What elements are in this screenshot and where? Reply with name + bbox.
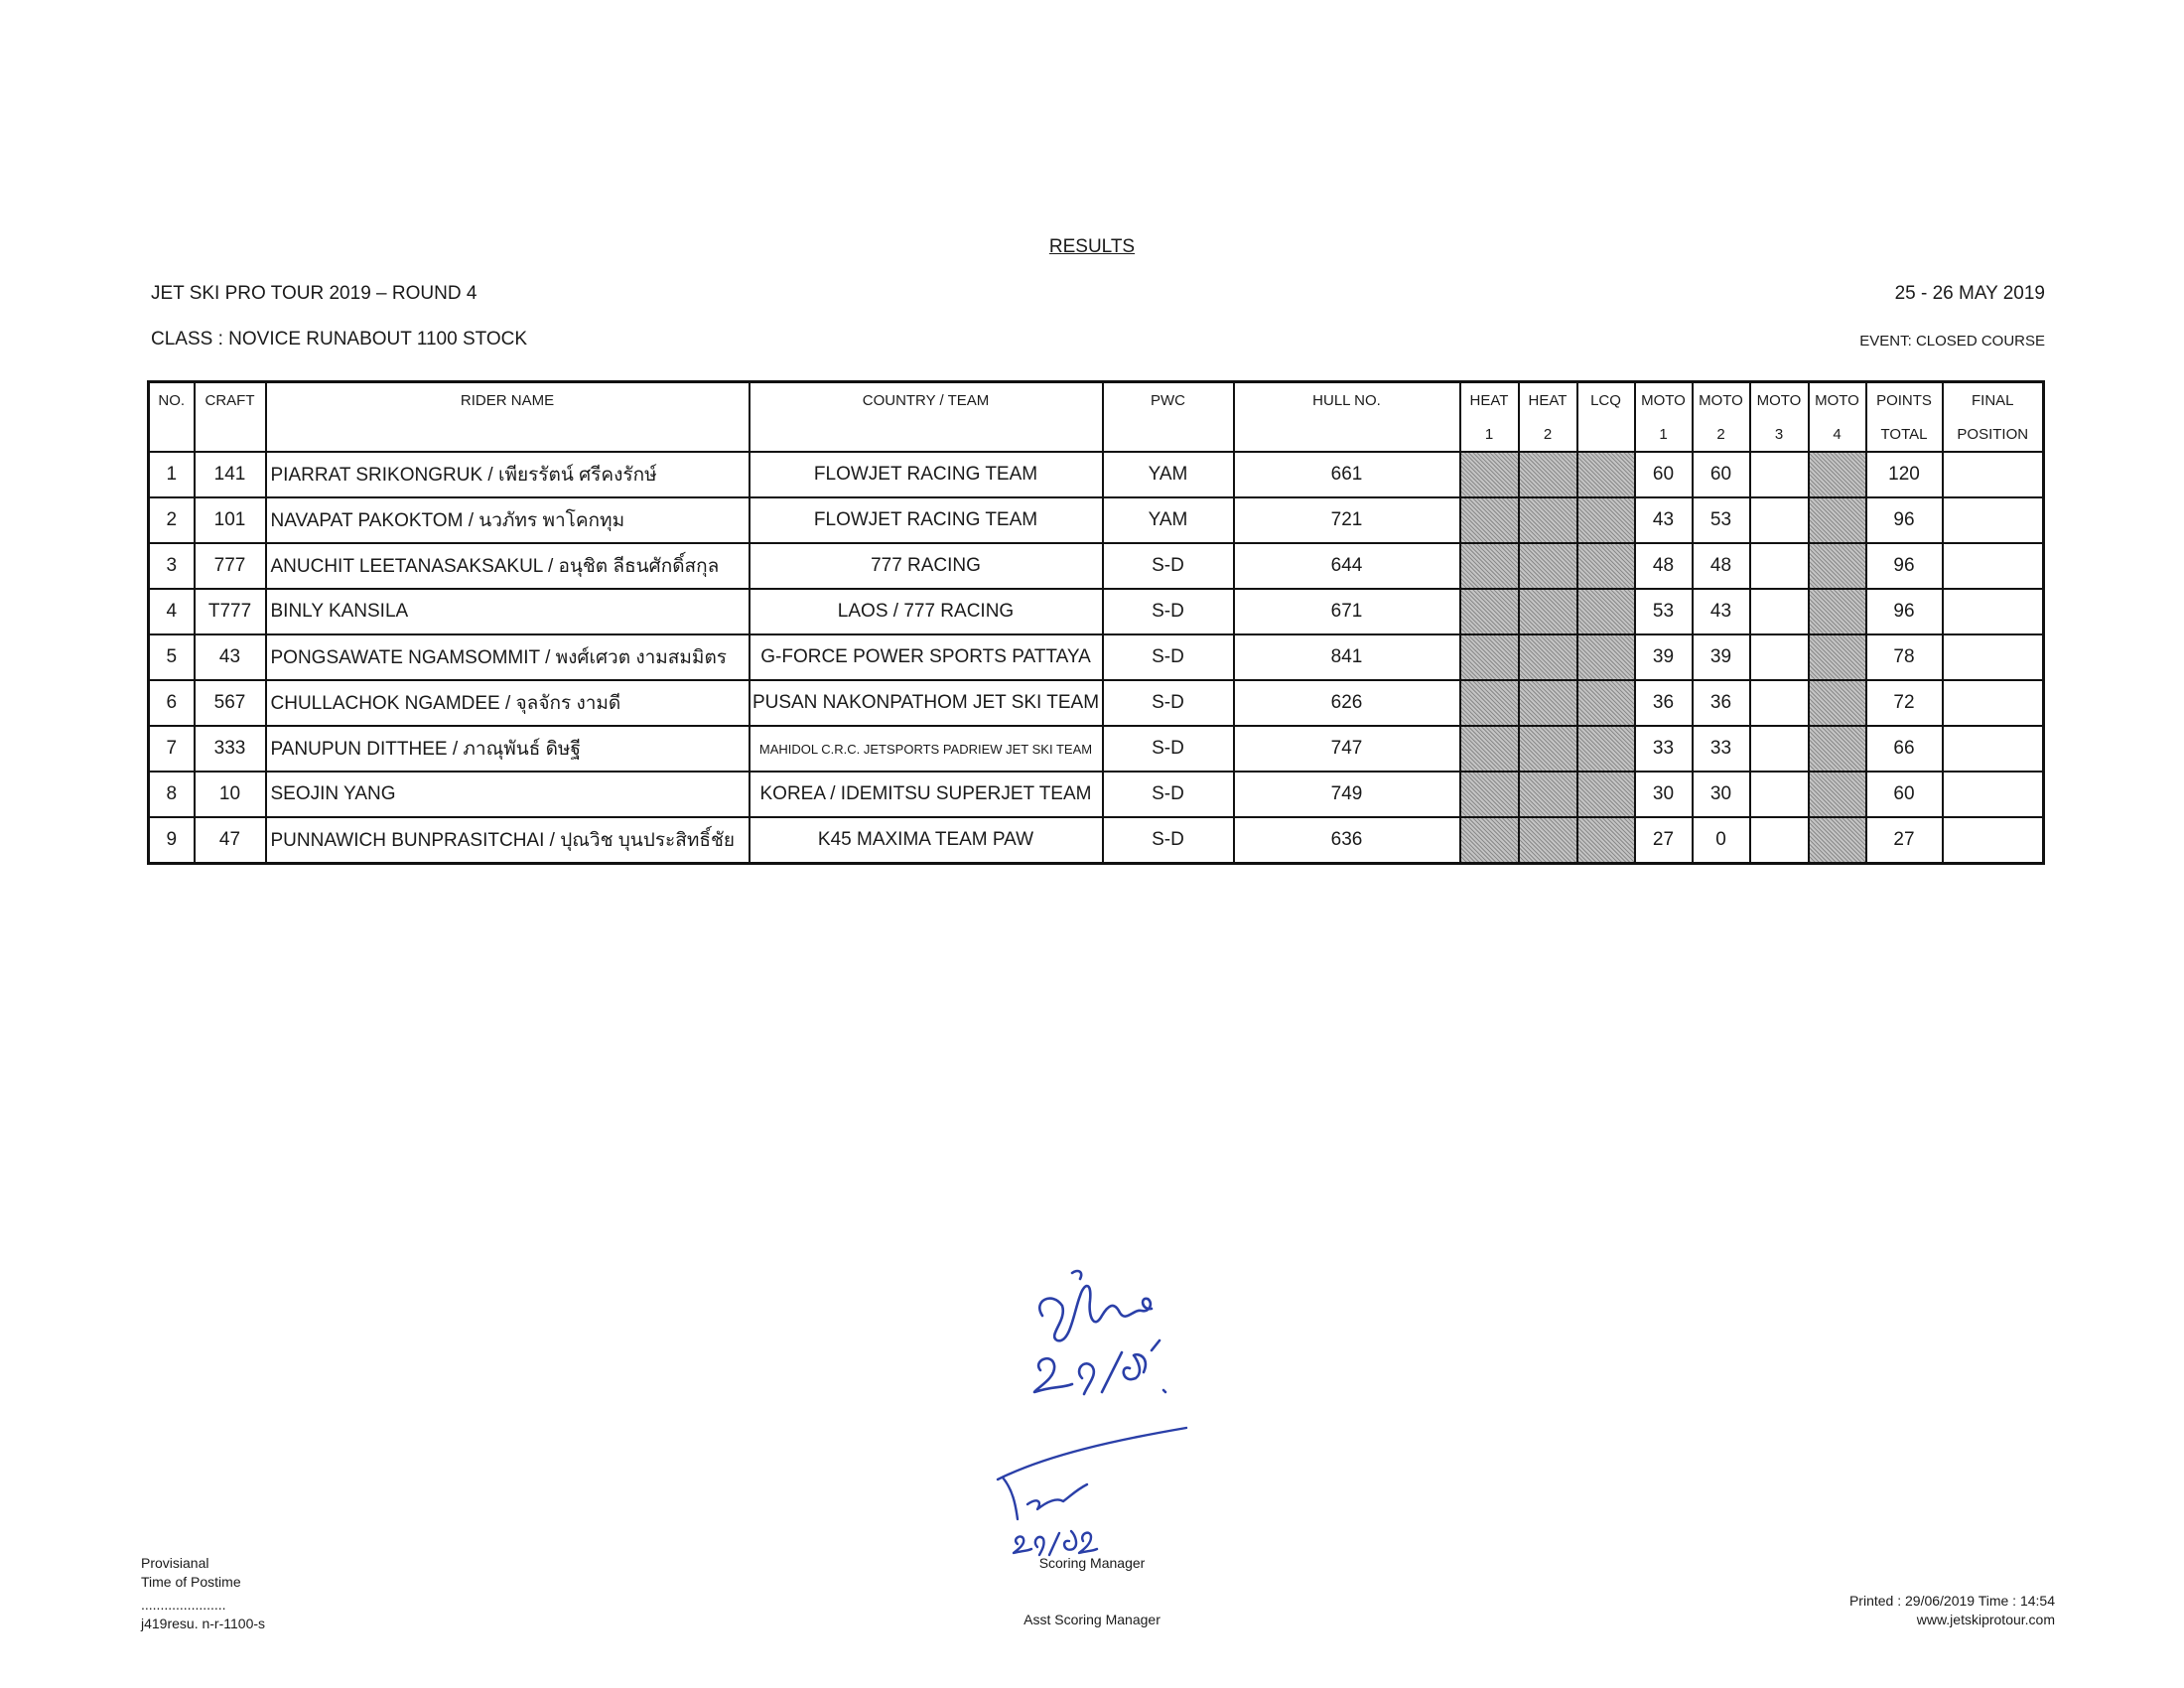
cell-heat2 [1519, 589, 1577, 634]
cell-moto2: 30 [1693, 772, 1750, 817]
cell-heat2 [1519, 772, 1577, 817]
cell-no: 4 [149, 589, 195, 634]
table-row [149, 589, 2044, 634]
cell-final [1943, 680, 2044, 726]
cell-craft: 10 [195, 772, 266, 817]
cell-moto3 [1750, 817, 1809, 864]
cell-total: 66 [1866, 726, 1943, 772]
cell-hull: 626 [1234, 680, 1460, 726]
cell-lcq [1577, 726, 1635, 772]
cell-moto1: 48 [1635, 543, 1693, 589]
cell-no: 9 [149, 817, 195, 864]
cell-total: 27 [1866, 817, 1943, 864]
cell-team: LAOS / 777 RACING [750, 589, 1103, 634]
cell-heat1 [1460, 772, 1519, 817]
cell-total: 96 [1866, 497, 1943, 543]
cell-moto3 [1750, 589, 1809, 634]
col-moto2: MOTO [1693, 382, 1750, 418]
col-pwc: PWC [1103, 382, 1234, 418]
cell-pwc: S-D [1103, 589, 1234, 634]
table-row [149, 452, 2044, 497]
file-reference: j419resu. n-r-1100-s [141, 1616, 266, 1631]
cell-moto2: 48 [1693, 543, 1750, 589]
cell-craft: 141 [195, 452, 266, 497]
cell-total: 78 [1866, 634, 1943, 680]
cell-no: 6 [149, 680, 195, 726]
table-row [149, 634, 2044, 680]
postime-dots: ...................... [141, 1597, 226, 1613]
table-row [149, 680, 2044, 726]
cell-heat2 [1519, 452, 1577, 497]
cell-team: FLOWJET RACING TEAM [750, 452, 1103, 497]
cell-heat1 [1460, 680, 1519, 726]
col-hull-sub [1234, 417, 1460, 452]
cell-pwc: S-D [1103, 680, 1234, 726]
col-lcq: LCQ [1577, 382, 1635, 418]
cell-moto4 [1809, 497, 1866, 543]
cell-moto2: 39 [1693, 634, 1750, 680]
cell-team: 777 RACING [750, 543, 1103, 589]
col-pwc-sub [1103, 417, 1234, 452]
cell-craft: 47 [195, 817, 266, 864]
cell-craft: 101 [195, 497, 266, 543]
cell-moto1: 30 [1635, 772, 1693, 817]
col-rider: RIDER NAME [266, 382, 750, 418]
event-date: 25 - 26 MAY 2019 [1894, 283, 2045, 304]
col-heat2-sub: 2 [1519, 417, 1577, 452]
cell-heat1 [1460, 726, 1519, 772]
signature-asst-scoring-manager [988, 1410, 1196, 1559]
col-heat1-sub: 1 [1460, 417, 1519, 452]
cell-moto1: 27 [1635, 817, 1693, 864]
cell-moto1: 53 [1635, 589, 1693, 634]
cell-heat1 [1460, 543, 1519, 589]
cell-pwc: S-D [1103, 772, 1234, 817]
col-craft-sub [195, 417, 266, 452]
col-moto3-sub: 3 [1750, 417, 1809, 452]
event-type: EVENT: CLOSED COURSE [1859, 333, 2045, 350]
cell-pwc: YAM [1103, 497, 1234, 543]
cell-total: 96 [1866, 589, 1943, 634]
col-lcq-sub [1577, 417, 1635, 452]
cell-final [1943, 726, 2044, 772]
cell-heat1 [1460, 497, 1519, 543]
cell-moto4 [1809, 543, 1866, 589]
footer-right [1849, 1592, 2055, 1629]
cell-heat2 [1519, 497, 1577, 543]
cell-total: 60 [1866, 772, 1943, 817]
cell-lcq [1577, 589, 1635, 634]
cell-team: K45 MAXIMA TEAM PAW [750, 817, 1103, 864]
cell-final [1943, 589, 2044, 634]
col-moto1: MOTO [1635, 382, 1693, 418]
col-craft: CRAFT [195, 382, 266, 418]
col-final: FINAL [1943, 382, 2044, 418]
cell-heat2 [1519, 817, 1577, 864]
event-name: JET SKI PRO TOUR 2019 – ROUND 4 [151, 283, 478, 304]
cell-moto3 [1750, 726, 1809, 772]
cell-craft: 777 [195, 543, 266, 589]
cell-moto3 [1750, 543, 1809, 589]
cell-heat1 [1460, 452, 1519, 497]
cell-team: MAHIDOL C.R.C. JETSPORTS PADRIEW JET SKI TEAM [750, 726, 1103, 772]
cell-moto1: 43 [1635, 497, 1693, 543]
col-no: NO. [149, 382, 195, 418]
cell-rider: PONGSAWATE NGAMSOMMIT / พงศ์เศวต งามสมมิตร [266, 634, 750, 680]
cell-moto2: 60 [1693, 452, 1750, 497]
cell-craft: 43 [195, 634, 266, 680]
cell-moto2: 0 [1693, 817, 1750, 864]
col-points: POINTS [1866, 382, 1943, 418]
cell-final [1943, 772, 2044, 817]
col-no-sub [149, 417, 195, 452]
cell-moto4 [1809, 726, 1866, 772]
cell-pwc: S-D [1103, 543, 1234, 589]
col-points-sub: TOTAL [1866, 417, 1943, 452]
cell-rider: ANUCHIT LEETANASAKSAKUL / อนุชิต ลีธนศักดิ์สกุล [266, 543, 750, 589]
cell-moto3 [1750, 680, 1809, 726]
cell-no: 5 [149, 634, 195, 680]
col-moto4-sub: 4 [1809, 417, 1866, 452]
cell-lcq [1577, 634, 1635, 680]
cell-lcq [1577, 543, 1635, 589]
cell-no: 8 [149, 772, 195, 817]
cell-lcq [1577, 817, 1635, 864]
col-hull: HULL NO. [1234, 382, 1460, 418]
col-moto1-sub: 1 [1635, 417, 1693, 452]
cell-moto4 [1809, 634, 1866, 680]
cell-no: 1 [149, 452, 195, 497]
cell-rider: PANUPUN DITTHEE / ภาณุพันธ์ ดิษฐี [266, 726, 750, 772]
cell-lcq [1577, 772, 1635, 817]
cell-pwc: S-D [1103, 817, 1234, 864]
cell-team: FLOWJET RACING TEAM [750, 497, 1103, 543]
cell-moto3 [1750, 452, 1809, 497]
col-heat2: HEAT [1519, 382, 1577, 418]
cell-moto3 [1750, 634, 1809, 680]
cell-rider: PUNNAWICH BUNPRASITCHAI / ปุณวิช บุนประสิทธิ์ชัย [266, 817, 750, 864]
col-moto4: MOTO [1809, 382, 1866, 418]
cell-heat2 [1519, 680, 1577, 726]
cell-final [1943, 634, 2044, 680]
cell-final [1943, 497, 2044, 543]
cell-rider: BINLY KANSILA [266, 589, 750, 634]
cell-moto2: 36 [1693, 680, 1750, 726]
cell-moto4 [1809, 772, 1866, 817]
col-final-sub: POSITION [1943, 417, 2044, 452]
cell-hull: 749 [1234, 772, 1460, 817]
asst-scoring-manager-label: Asst Scoring Manager [1024, 1612, 1160, 1627]
cell-heat2 [1519, 634, 1577, 680]
cell-hull: 661 [1234, 452, 1460, 497]
cell-final [1943, 817, 2044, 864]
cell-no: 3 [149, 543, 195, 589]
results-title: RESULTS [1048, 236, 1136, 257]
class-name: CLASS : NOVICE RUNABOUT 1100 STOCK [151, 329, 528, 350]
cell-moto2: 33 [1693, 726, 1750, 772]
table-row [149, 726, 2044, 772]
col-team: COUNTRY / TEAM [750, 382, 1103, 418]
cell-moto1: 60 [1635, 452, 1693, 497]
cell-craft: 333 [195, 726, 266, 772]
cell-total: 96 [1866, 543, 1943, 589]
printed-timestamp: Printed : 29/06/2019 Time : 14:54 [1848, 1593, 2055, 1609]
cell-hull: 636 [1234, 817, 1460, 864]
table-row [149, 772, 2044, 817]
scoring-manager-label: Scoring Manager [1038, 1555, 1146, 1571]
cell-heat1 [1460, 817, 1519, 864]
cell-final [1943, 452, 2044, 497]
table-row [149, 497, 2044, 543]
cell-moto1: 36 [1635, 680, 1693, 726]
cell-moto2: 43 [1693, 589, 1750, 634]
cell-craft: T777 [195, 589, 266, 634]
cell-hull: 671 [1234, 589, 1460, 634]
cell-moto2: 53 [1693, 497, 1750, 543]
col-moto2-sub: 2 [1693, 417, 1750, 452]
cell-moto4 [1809, 589, 1866, 634]
cell-team: PUSAN NAKONPATHOM JET SKI TEAM [750, 680, 1103, 726]
cell-moto1: 39 [1635, 634, 1693, 680]
table-row [149, 817, 2044, 864]
cell-no: 2 [149, 497, 195, 543]
cell-heat2 [1519, 726, 1577, 772]
cell-final [1943, 543, 2044, 589]
provisional-label: Provisianal [141, 1555, 209, 1571]
cell-craft: 567 [195, 680, 266, 726]
col-moto3: MOTO [1750, 382, 1809, 418]
cell-lcq [1577, 680, 1635, 726]
cell-total: 72 [1866, 680, 1943, 726]
cell-total: 120 [1866, 452, 1943, 497]
cell-moto4 [1809, 680, 1866, 726]
cell-heat2 [1519, 543, 1577, 589]
cell-rider: SEOJIN YANG [266, 772, 750, 817]
signature-scoring-manager [1023, 1261, 1201, 1410]
cell-moto3 [1750, 772, 1809, 817]
cell-moto4 [1809, 452, 1866, 497]
cell-moto4 [1809, 817, 1866, 864]
website-link: www.jetskiprotour.com [1916, 1612, 2055, 1627]
cell-no: 7 [149, 726, 195, 772]
results-table [147, 380, 2045, 865]
cell-hull: 841 [1234, 634, 1460, 680]
time-of-postime-label: Time of Postime [141, 1574, 241, 1590]
cell-hull: 644 [1234, 543, 1460, 589]
cell-heat1 [1460, 589, 1519, 634]
table-row [149, 543, 2044, 589]
cell-team: G-FORCE POWER SPORTS PATTAYA [750, 634, 1103, 680]
cell-lcq [1577, 452, 1635, 497]
cell-rider: CHULLACHOK NGAMDEE / จุลจักร งามดี [266, 680, 750, 726]
cell-pwc: S-D [1103, 726, 1234, 772]
cell-moto3 [1750, 497, 1809, 543]
col-team-sub [750, 417, 1103, 452]
cell-hull: 747 [1234, 726, 1460, 772]
col-rider-sub [266, 417, 750, 452]
cell-moto1: 33 [1635, 726, 1693, 772]
cell-hull: 721 [1234, 497, 1460, 543]
cell-lcq [1577, 497, 1635, 543]
cell-team: KOREA / IDEMITSU SUPERJET TEAM [750, 772, 1103, 817]
cell-rider: NAVAPAT PAKOKTOM / นวภัทร พาโคกทุม [266, 497, 750, 543]
cell-pwc: S-D [1103, 634, 1234, 680]
cell-rider: PIARRAT SRIKONGRUK / เพียรรัตน์ ศรีคงรักษ์ [266, 452, 750, 497]
cell-pwc: YAM [1103, 452, 1234, 497]
cell-heat1 [1460, 634, 1519, 680]
col-heat1: HEAT [1460, 382, 1519, 418]
